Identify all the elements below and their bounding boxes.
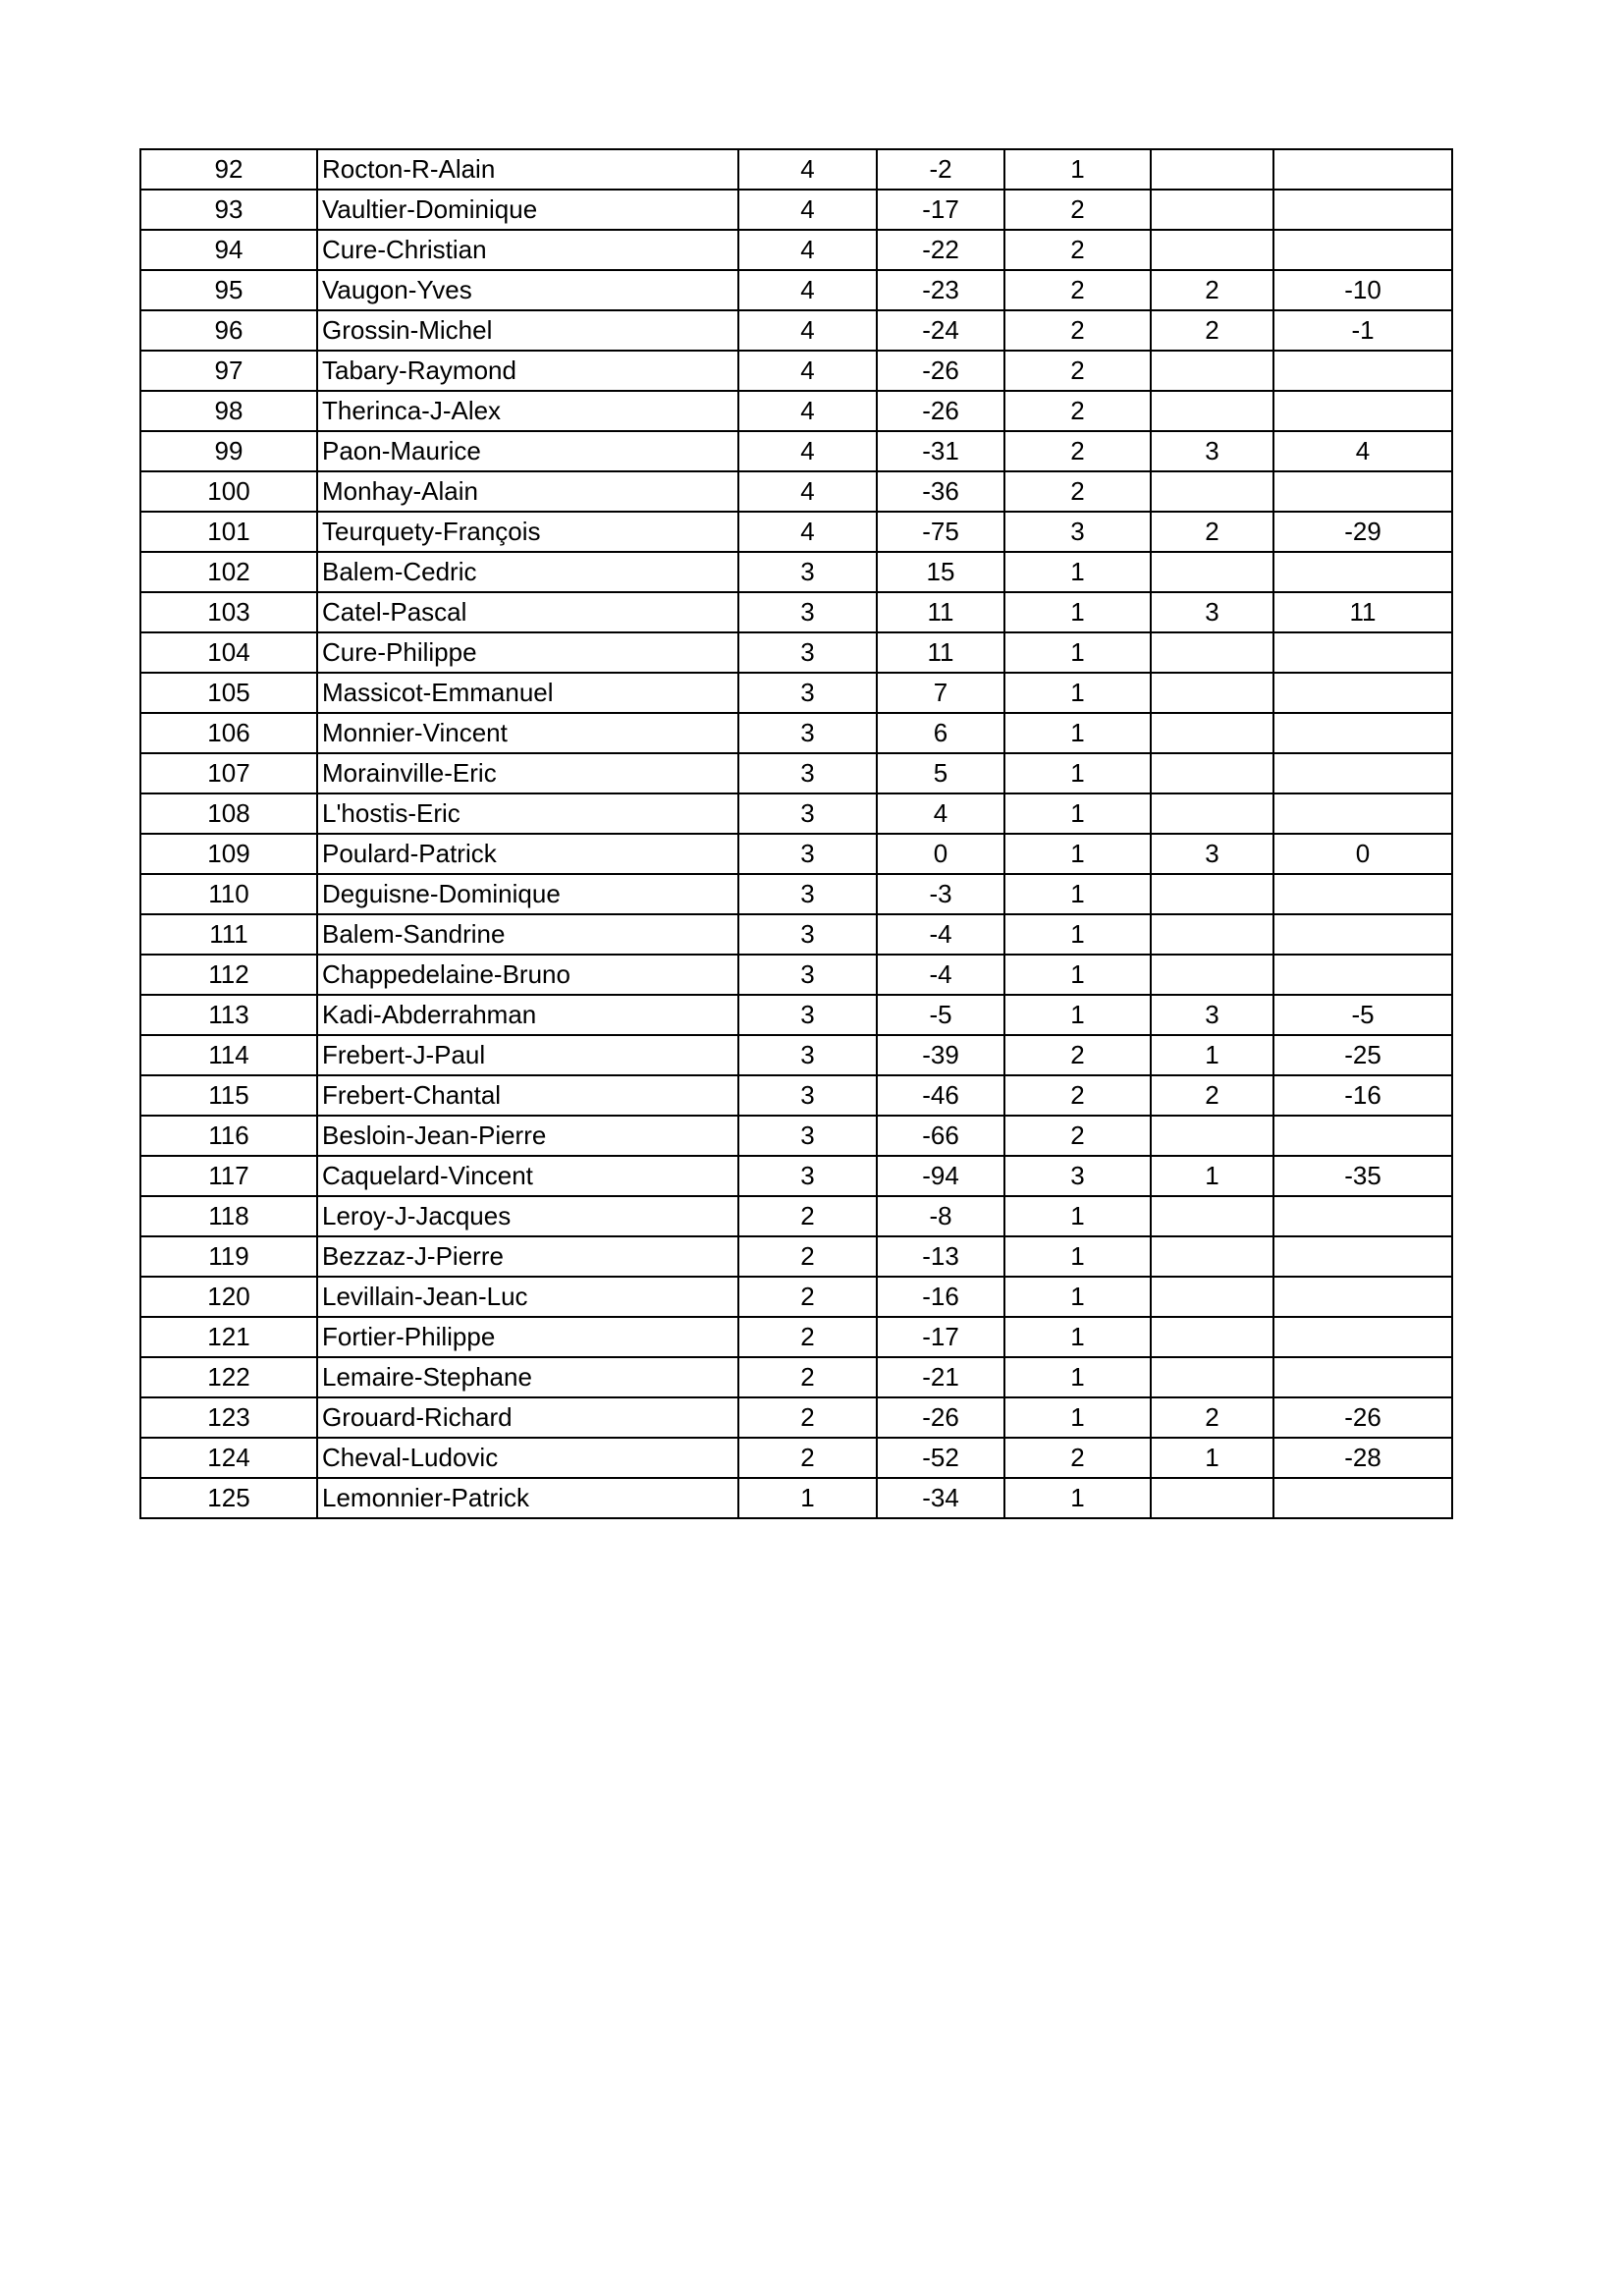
rank-cell: 122 (140, 1357, 317, 1397)
col6-cell: 2 (1151, 270, 1273, 310)
player-name-cell: Grouard-Richard (317, 1397, 738, 1438)
col5-cell: 2 (1004, 270, 1151, 310)
col5-cell: 1 (1004, 713, 1151, 753)
col6-cell: 1 (1151, 1035, 1273, 1075)
rank-cell: 92 (140, 149, 317, 190)
col6-cell (1151, 552, 1273, 592)
col6-cell: 2 (1151, 1397, 1273, 1438)
col4-cell: -17 (877, 190, 1004, 230)
col7-cell (1273, 1196, 1452, 1236)
player-name-cell: Massicot-Emmanuel (317, 673, 738, 713)
col7-cell: -26 (1273, 1397, 1452, 1438)
rank-cell: 111 (140, 914, 317, 955)
col6-cell (1151, 1236, 1273, 1277)
col5-cell: 2 (1004, 190, 1151, 230)
col6-cell (1151, 190, 1273, 230)
player-name-cell: Teurquety-François (317, 512, 738, 552)
col6-cell (1151, 673, 1273, 713)
player-name-cell: Morainville-Eric (317, 753, 738, 793)
col4-cell: -26 (877, 1397, 1004, 1438)
col7-cell (1273, 1317, 1452, 1357)
col3-cell: 3 (738, 632, 877, 673)
col5-cell: 1 (1004, 673, 1151, 713)
col4-cell: 11 (877, 632, 1004, 673)
table-row (140, 1075, 1452, 1116)
col7-cell: -25 (1273, 1035, 1452, 1075)
rank-cell: 109 (140, 834, 317, 874)
table-row (140, 1317, 1452, 1357)
col4-cell: -26 (877, 351, 1004, 391)
col3-cell: 4 (738, 149, 877, 190)
col4-cell: -66 (877, 1116, 1004, 1156)
col6-cell (1151, 914, 1273, 955)
col7-cell (1273, 1116, 1452, 1156)
col6-cell (1151, 1317, 1273, 1357)
rank-cell: 121 (140, 1317, 317, 1357)
col5-cell: 1 (1004, 1196, 1151, 1236)
table-row (140, 793, 1452, 834)
col7-cell: -16 (1273, 1075, 1452, 1116)
col5-cell: 2 (1004, 351, 1151, 391)
col5-cell: 3 (1004, 512, 1151, 552)
player-name-cell: Fortier-Philippe (317, 1317, 738, 1357)
table-row (140, 552, 1452, 592)
table-row (140, 1236, 1452, 1277)
col5-cell: 1 (1004, 1317, 1151, 1357)
player-name-cell: Monnier-Vincent (317, 713, 738, 753)
col7-cell (1273, 713, 1452, 753)
table-row (140, 592, 1452, 632)
table-row (140, 1357, 1452, 1397)
col7-cell: -29 (1273, 512, 1452, 552)
rank-cell: 112 (140, 955, 317, 995)
col6-cell: 2 (1151, 1075, 1273, 1116)
col3-cell: 3 (738, 1116, 877, 1156)
col7-cell (1273, 1236, 1452, 1277)
rank-cell: 116 (140, 1116, 317, 1156)
col7-cell (1273, 190, 1452, 230)
col7-cell (1273, 1357, 1452, 1397)
col5-cell: 1 (1004, 632, 1151, 673)
rank-cell: 107 (140, 753, 317, 793)
results-table (139, 148, 1453, 1519)
rank-cell: 102 (140, 552, 317, 592)
col4-cell: -2 (877, 149, 1004, 190)
col5-cell: 2 (1004, 391, 1151, 431)
col6-cell (1151, 391, 1273, 431)
rank-cell: 120 (140, 1277, 317, 1317)
player-name-cell: Vaultier-Dominique (317, 190, 738, 230)
col5-cell: 3 (1004, 1156, 1151, 1196)
player-name-cell: Balem-Sandrine (317, 914, 738, 955)
table-row (140, 834, 1452, 874)
col5-cell: 1 (1004, 955, 1151, 995)
rank-cell: 95 (140, 270, 317, 310)
rank-cell: 113 (140, 995, 317, 1035)
table-row (140, 471, 1452, 512)
col5-cell: 2 (1004, 310, 1151, 351)
col6-cell (1151, 230, 1273, 270)
col3-cell: 2 (738, 1357, 877, 1397)
col3-cell: 3 (738, 793, 877, 834)
col7-cell (1273, 391, 1452, 431)
table-row (140, 1035, 1452, 1075)
col5-cell: 2 (1004, 1438, 1151, 1478)
col3-cell: 2 (738, 1317, 877, 1357)
col5-cell: 1 (1004, 753, 1151, 793)
col6-cell (1151, 1196, 1273, 1236)
col4-cell: -22 (877, 230, 1004, 270)
col3-cell: 4 (738, 391, 877, 431)
rank-cell: 114 (140, 1035, 317, 1075)
col5-cell: 1 (1004, 834, 1151, 874)
col4-cell: -4 (877, 955, 1004, 995)
player-name-cell: Tabary-Raymond (317, 351, 738, 391)
col7-cell (1273, 673, 1452, 713)
col3-cell: 4 (738, 190, 877, 230)
player-name-cell: Frebert-J-Paul (317, 1035, 738, 1075)
table-row (140, 351, 1452, 391)
col6-cell (1151, 1357, 1273, 1397)
col6-cell (1151, 632, 1273, 673)
table-row (140, 1438, 1452, 1478)
player-name-cell: Rocton-R-Alain (317, 149, 738, 190)
col4-cell: -39 (877, 1035, 1004, 1075)
rank-cell: 115 (140, 1075, 317, 1116)
col4-cell: -5 (877, 995, 1004, 1035)
col4-cell: 5 (877, 753, 1004, 793)
table-row (140, 1156, 1452, 1196)
table-row (140, 1196, 1452, 1236)
col7-cell: 11 (1273, 592, 1452, 632)
col7-cell: -28 (1273, 1438, 1452, 1478)
col6-cell (1151, 753, 1273, 793)
col6-cell (1151, 1277, 1273, 1317)
col3-cell: 4 (738, 310, 877, 351)
col3-cell: 2 (738, 1438, 877, 1478)
player-name-cell: L'hostis-Eric (317, 793, 738, 834)
player-name-cell: Deguisne-Dominique (317, 874, 738, 914)
rank-cell: 99 (140, 431, 317, 471)
table-row (140, 713, 1452, 753)
col7-cell (1273, 753, 1452, 793)
col4-cell: -8 (877, 1196, 1004, 1236)
rank-cell: 105 (140, 673, 317, 713)
col3-cell: 3 (738, 713, 877, 753)
col6-cell: 1 (1151, 1438, 1273, 1478)
table-row (140, 874, 1452, 914)
col5-cell: 2 (1004, 1035, 1151, 1075)
col3-cell: 3 (738, 834, 877, 874)
rank-cell: 104 (140, 632, 317, 673)
col3-cell: 2 (738, 1196, 877, 1236)
col4-cell: -26 (877, 391, 1004, 431)
col6-cell: 3 (1151, 995, 1273, 1035)
col5-cell: 1 (1004, 149, 1151, 190)
player-name-cell: Lemonnier-Patrick (317, 1478, 738, 1518)
col3-cell: 3 (738, 1156, 877, 1196)
col4-cell: -52 (877, 1438, 1004, 1478)
col4-cell: -75 (877, 512, 1004, 552)
table-row (140, 995, 1452, 1035)
col4-cell: 6 (877, 713, 1004, 753)
col6-cell: 3 (1151, 431, 1273, 471)
table-row (140, 1478, 1452, 1518)
col6-cell: 2 (1151, 310, 1273, 351)
col3-cell: 3 (738, 753, 877, 793)
col3-cell: 4 (738, 431, 877, 471)
col4-cell: 0 (877, 834, 1004, 874)
col5-cell: 1 (1004, 1397, 1151, 1438)
col6-cell: 3 (1151, 592, 1273, 632)
player-name-cell: Balem-Cedric (317, 552, 738, 592)
rank-cell: 108 (140, 793, 317, 834)
col3-cell: 3 (738, 592, 877, 632)
col6-cell: 2 (1151, 512, 1273, 552)
col3-cell: 4 (738, 270, 877, 310)
col6-cell (1151, 874, 1273, 914)
col4-cell: 4 (877, 793, 1004, 834)
col5-cell: 1 (1004, 1478, 1151, 1518)
col3-cell: 1 (738, 1478, 877, 1518)
col7-cell (1273, 552, 1452, 592)
col5-cell: 1 (1004, 1277, 1151, 1317)
col5-cell: 1 (1004, 1357, 1151, 1397)
col7-cell (1273, 1478, 1452, 1518)
col3-cell: 3 (738, 914, 877, 955)
col7-cell: -1 (1273, 310, 1452, 351)
player-name-cell: Besloin-Jean-Pierre (317, 1116, 738, 1156)
col4-cell: -94 (877, 1156, 1004, 1196)
col4-cell: -4 (877, 914, 1004, 955)
col6-cell (1151, 793, 1273, 834)
col7-cell (1273, 793, 1452, 834)
rank-cell: 93 (140, 190, 317, 230)
player-name-cell: Cheval-Ludovic (317, 1438, 738, 1478)
rank-cell: 96 (140, 310, 317, 351)
table-row (140, 270, 1452, 310)
col4-cell: -13 (877, 1236, 1004, 1277)
rank-cell: 125 (140, 1478, 317, 1518)
col6-cell (1151, 1116, 1273, 1156)
col5-cell: 2 (1004, 471, 1151, 512)
col7-cell: -35 (1273, 1156, 1452, 1196)
table-row (140, 1116, 1452, 1156)
player-name-cell: Catel-Pascal (317, 592, 738, 632)
col5-cell: 1 (1004, 914, 1151, 955)
col4-cell: 7 (877, 673, 1004, 713)
col3-cell: 3 (738, 1035, 877, 1075)
rank-cell: 123 (140, 1397, 317, 1438)
col7-cell: 0 (1273, 834, 1452, 874)
col5-cell: 2 (1004, 1116, 1151, 1156)
table-row (140, 955, 1452, 995)
col4-cell: 11 (877, 592, 1004, 632)
col5-cell: 2 (1004, 431, 1151, 471)
col4-cell: -46 (877, 1075, 1004, 1116)
rank-cell: 118 (140, 1196, 317, 1236)
col7-cell (1273, 471, 1452, 512)
table-row (140, 190, 1452, 230)
col5-cell: 1 (1004, 552, 1151, 592)
table-body (140, 149, 1452, 1518)
col7-cell (1273, 149, 1452, 190)
player-name-cell: Monhay-Alain (317, 471, 738, 512)
rank-cell: 98 (140, 391, 317, 431)
player-name-cell: Bezzaz-J-Pierre (317, 1236, 738, 1277)
col4-cell: -24 (877, 310, 1004, 351)
col7-cell (1273, 351, 1452, 391)
col3-cell: 3 (738, 874, 877, 914)
player-name-cell: Frebert-Chantal (317, 1075, 738, 1116)
player-name-cell: Levillain-Jean-Luc (317, 1277, 738, 1317)
col7-cell (1273, 632, 1452, 673)
player-name-cell: Poulard-Patrick (317, 834, 738, 874)
rank-cell: 100 (140, 471, 317, 512)
rank-cell: 117 (140, 1156, 317, 1196)
col7-cell (1273, 955, 1452, 995)
rank-cell: 106 (140, 713, 317, 753)
table-row (140, 391, 1452, 431)
col6-cell: 1 (1151, 1156, 1273, 1196)
col5-cell: 1 (1004, 793, 1151, 834)
table-row (140, 149, 1452, 190)
col3-cell: 3 (738, 673, 877, 713)
col7-cell (1273, 874, 1452, 914)
col7-cell: -5 (1273, 995, 1452, 1035)
col3-cell: 2 (738, 1397, 877, 1438)
table-row (140, 431, 1452, 471)
table-row (140, 673, 1452, 713)
col4-cell: -36 (877, 471, 1004, 512)
col5-cell: 1 (1004, 1236, 1151, 1277)
col4-cell: -16 (877, 1277, 1004, 1317)
col7-cell: 4 (1273, 431, 1452, 471)
col5-cell: 1 (1004, 592, 1151, 632)
rank-cell: 94 (140, 230, 317, 270)
table-row (140, 1397, 1452, 1438)
col5-cell: 2 (1004, 230, 1151, 270)
col4-cell: -3 (877, 874, 1004, 914)
player-name-cell: Leroy-J-Jacques (317, 1196, 738, 1236)
player-name-cell: Chappedelaine-Bruno (317, 955, 738, 995)
col3-cell: 4 (738, 351, 877, 391)
col7-cell (1273, 1277, 1452, 1317)
table-row (140, 914, 1452, 955)
player-name-cell: Therinca-J-Alex (317, 391, 738, 431)
col6-cell (1151, 471, 1273, 512)
table-row (140, 512, 1452, 552)
col3-cell: 3 (738, 1075, 877, 1116)
rank-cell: 97 (140, 351, 317, 391)
col5-cell: 1 (1004, 995, 1151, 1035)
col6-cell (1151, 1478, 1273, 1518)
col4-cell: 15 (877, 552, 1004, 592)
col3-cell: 2 (738, 1236, 877, 1277)
col6-cell (1151, 149, 1273, 190)
col3-cell: 3 (738, 955, 877, 995)
rank-cell: 103 (140, 592, 317, 632)
col5-cell: 1 (1004, 874, 1151, 914)
col4-cell: -21 (877, 1357, 1004, 1397)
player-name-cell: Paon-Maurice (317, 431, 738, 471)
rank-cell: 124 (140, 1438, 317, 1478)
col4-cell: -34 (877, 1478, 1004, 1518)
col4-cell: -31 (877, 431, 1004, 471)
col5-cell: 2 (1004, 1075, 1151, 1116)
rank-cell: 110 (140, 874, 317, 914)
col3-cell: 3 (738, 995, 877, 1035)
col7-cell (1273, 914, 1452, 955)
col4-cell: -17 (877, 1317, 1004, 1357)
col7-cell (1273, 230, 1452, 270)
player-name-cell: Cure-Philippe (317, 632, 738, 673)
player-name-cell: Kadi-Abderrahman (317, 995, 738, 1035)
col6-cell (1151, 351, 1273, 391)
table-row (140, 1277, 1452, 1317)
col3-cell: 4 (738, 512, 877, 552)
table-row (140, 632, 1452, 673)
player-name-cell: Lemaire-Stephane (317, 1357, 738, 1397)
col3-cell: 4 (738, 230, 877, 270)
player-name-cell: Grossin-Michel (317, 310, 738, 351)
col3-cell: 3 (738, 552, 877, 592)
col3-cell: 2 (738, 1277, 877, 1317)
table-row (140, 230, 1452, 270)
player-name-cell: Caquelard-Vincent (317, 1156, 738, 1196)
player-name-cell: Vaugon-Yves (317, 270, 738, 310)
rank-cell: 119 (140, 1236, 317, 1277)
rank-cell: 101 (140, 512, 317, 552)
col7-cell: -10 (1273, 270, 1452, 310)
player-name-cell: Cure-Christian (317, 230, 738, 270)
col6-cell (1151, 713, 1273, 753)
table-row (140, 310, 1452, 351)
col6-cell: 3 (1151, 834, 1273, 874)
table-row (140, 753, 1452, 793)
col6-cell (1151, 955, 1273, 995)
col3-cell: 4 (738, 471, 877, 512)
col4-cell: -23 (877, 270, 1004, 310)
